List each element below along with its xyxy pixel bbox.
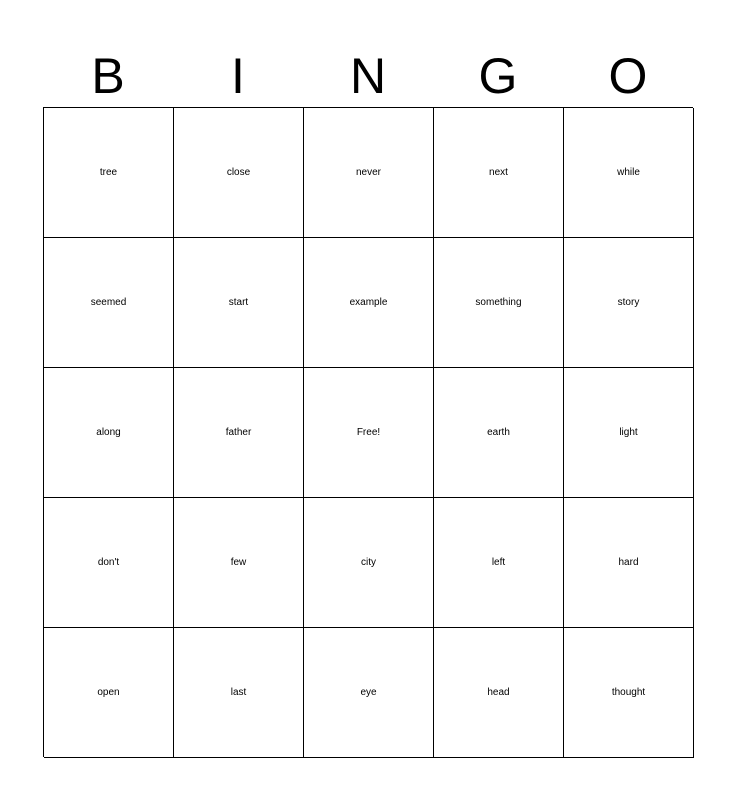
bingo-cell[interactable]: start xyxy=(174,238,304,368)
header-letter-b: B xyxy=(91,48,125,104)
bingo-cell[interactable]: while xyxy=(564,108,694,238)
free-space-cell[interactable]: Free! xyxy=(304,368,434,498)
bingo-cell[interactable]: city xyxy=(304,498,434,628)
bingo-card-grid xyxy=(43,107,693,757)
bingo-cell[interactable]: tree xyxy=(44,108,174,238)
bingo-cell[interactable]: thought xyxy=(564,628,694,758)
bingo-cell[interactable]: next xyxy=(434,108,564,238)
header-letter-o: O xyxy=(608,48,648,104)
header-letter-i: I xyxy=(231,48,245,104)
header-letter-n: N xyxy=(349,48,387,104)
bingo-cell[interactable]: example xyxy=(304,238,434,368)
bingo-cell[interactable]: close xyxy=(174,108,304,238)
bingo-cell[interactable]: hard xyxy=(564,498,694,628)
bingo-cell[interactable]: something xyxy=(434,238,564,368)
bingo-cell[interactable]: never xyxy=(304,108,434,238)
bingo-cell[interactable]: seemed xyxy=(44,238,174,368)
bingo-cell[interactable]: don't xyxy=(44,498,174,628)
bingo-cell[interactable]: story xyxy=(564,238,694,368)
header-letter-g: G xyxy=(478,48,518,104)
bingo-cell[interactable]: head xyxy=(434,628,564,758)
bingo-cell[interactable]: eye xyxy=(304,628,434,758)
bingo-cell[interactable]: father xyxy=(174,368,304,498)
bingo-cell[interactable]: left xyxy=(434,498,564,628)
bingo-cell[interactable]: open xyxy=(44,628,174,758)
bingo-header xyxy=(43,44,693,108)
bingo-cell[interactable]: along xyxy=(44,368,174,498)
bingo-cell[interactable]: few xyxy=(174,498,304,628)
bingo-cell[interactable]: earth xyxy=(434,368,564,498)
bingo-cell[interactable]: last xyxy=(174,628,304,758)
bingo-cell[interactable]: light xyxy=(564,368,694,498)
